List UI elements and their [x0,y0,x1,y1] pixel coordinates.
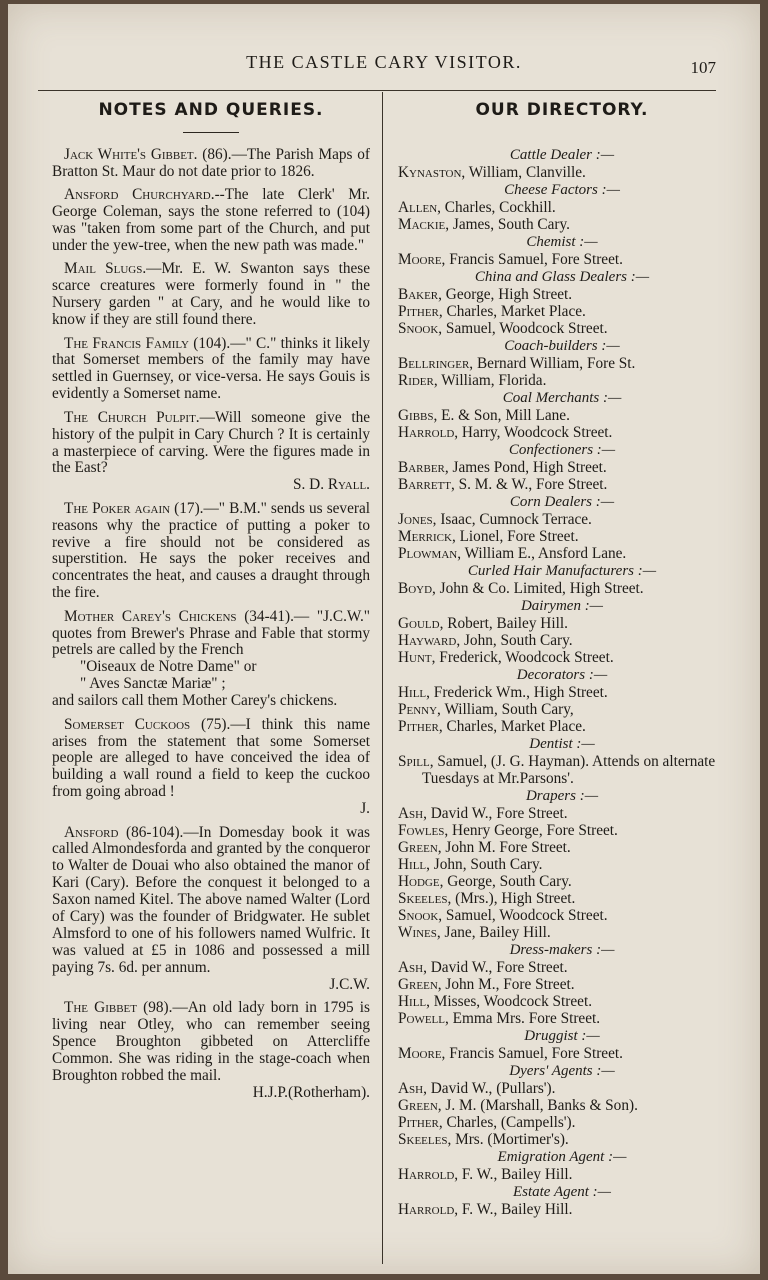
directory-category: Chemist :— [526,234,598,250]
entry-surname: Green, [398,976,442,993]
directory-entry [398,424,726,441]
note-somerset-cuckoos: Somerset Cuckoos (75).—I think this name arises from the statement that some Somerset people are alleged to have conceived the idea of building a wall round a field to keep the cuckoo from going abroad ! J. [52,715,371,818]
directory-entry [398,1131,726,1148]
directory-category: Confectioners :— [508,442,616,458]
directory-category: Druggist :— [524,1028,600,1044]
directory-category: Coal Merchants :— [502,390,622,406]
entry-surname: Barber, [398,459,449,476]
directory-entry [398,286,726,303]
entry-surname: Skeeles, [398,890,452,907]
note-jack-whites-gibbet: Jack White's Gibbet. (86).—The Parish Maps of Bratton St. Maur do not date prior to 1826. [52,146,370,180]
directory-entry [398,805,726,822]
directory-category: Coach-builders :— [504,338,620,354]
entry-details: Henry George, Fore Street. [448,822,618,839]
directory-category: Estate Agent :— [512,1184,612,1200]
note-signature: H.J.P.(Rotherham). [252,1083,370,1101]
note-francis-family: The Francis Family (104).—" C." thinks it likely that Somerset members of the family may have settled in Guernsey, or vice-versa. He says Gouis is evidently a Somerset name. [52,334,370,403]
entry-details: Lionel, Fore Street. [455,528,579,545]
entry-surname: Snook, [398,907,443,924]
directory-entry [398,924,726,941]
directory-entry [398,1080,726,1097]
directory-column [398,96,726,1218]
directory-list [398,147,726,1218]
entry-surname: Merrick, [398,528,456,545]
directory-entry [398,615,726,632]
entry-details: William E., Ansford Lane. [461,545,627,562]
entry-details: Samuel, Woodcock Street. [442,907,608,924]
entry-surname: Fowles, [398,822,449,839]
quote-line: " Aves Sanctæ Mariæ" ; [80,675,226,693]
directory-entry [398,684,726,701]
entry-details: Samuel, Woodcock Street. [442,320,608,337]
entry-details: Samuel, (J. G. Hayman). Attends on alternate Tuesdays at Mr.Parsons'. [422,753,716,787]
directory-category: Dentist :— [529,736,595,752]
entry-surname: Allen, [398,199,441,216]
column-divider [382,92,383,1264]
directory-entry [398,701,726,718]
entry-details: Charles, Market Place. [442,718,586,735]
entry-details: Mrs. (Mortimer's). [451,1131,569,1148]
entry-surname: Hunt, [398,649,436,666]
directory-entry [398,580,726,597]
entry-surname: Hodge, [398,873,444,890]
directory-category: China and Glass Dealers :— [474,269,650,285]
entry-surname: Harrold, [398,424,459,441]
entry-details: Isaac, Cumnock Terrace. [436,511,592,528]
entry-details: William, Clanville. [465,164,586,181]
entry-surname: Hill, [398,993,430,1010]
entry-details: S. M. & W., Fore Street. [454,476,608,493]
entry-surname: Hayward, [398,632,461,649]
entry-surname: Snook, [398,320,443,337]
entry-details: George, High Street. [441,286,573,303]
note-mother-careys-chickens: Mother Carey's Chickens (34-41).— "J.C.W." quotes from Brewer's Phrase and Fable that stormy petrels are called by the French "Oiseaux de Notre Dame" or " Aves Sanctæ Mariæ" ; and sailors call them Mother Carey's chickens. [52,607,371,710]
directory-entry [398,1097,726,1114]
directory-entry [398,355,726,372]
entry-details: George, South Cary. [443,873,572,890]
note-poker-again: The Poker again (17).—" B.M." sends us several reasons why the practice of putting a poker to revive a fire should not be considered as superstition. He says the poker receives and concentrates the heat, and causes a draught through the fire. [52,499,371,602]
directory-entry [398,632,726,649]
directory-entry [398,528,726,545]
entry-details: Emma Mrs. Fore Street. [448,1010,601,1027]
page-number: 107 [690,58,716,77]
directory-entry [398,1166,726,1183]
note-ansford-churchyard: Ansford Churchyard.--The late Clerk' Mr. George Coleman, says the stone referred to (104) was "taken from some part of the Church, and put under the yew-tree, when the new path was made." [52,186,370,255]
note-tail: and sailors call them Mother Carey's chickens. [52,692,338,710]
entry-details: Frederick Wm., High Street. [429,684,608,701]
note-signature: S. D. Ryall. [293,476,370,494]
entry-details: Francis Samuel, Fore Street. [445,251,623,268]
directory-category: Corn Dealers :— [509,494,615,510]
entry-surname: Penny, [398,701,441,718]
entry-details: David W., (Pullars'). [426,1080,556,1097]
section-title-directory: OUR DIRECTORY. [475,100,649,120]
directory-entry [398,959,726,976]
directory-entry [398,873,726,890]
entry-surname: Wines, [398,924,441,941]
entry-surname: Spill, [398,753,434,770]
entry-details: Jane, Bailey Hill. [440,924,551,941]
entry-surname: Boyd, [398,580,436,597]
running-title: THE CASTLE CARY VISITOR. [246,52,522,72]
entry-surname: Bellringer, [398,355,474,372]
entry-details: James Pond, High Street. [448,459,607,476]
entry-surname: Harrold, [398,1166,459,1183]
entry-surname: Jones, [398,511,437,528]
entry-surname: Green, [398,1097,442,1114]
directory-entry [398,822,726,839]
entry-details: Francis Samuel, Fore Street. [445,1045,623,1062]
entry-surname: Mackie, [398,216,450,233]
directory-entry [398,976,726,993]
directory-category: Dairymen :— [520,598,604,614]
note-signature: J. [360,800,370,818]
page-header [8,52,760,82]
entry-details: William, South Cary, [440,701,574,718]
page [8,4,760,1274]
entry-surname: Gould, [398,615,444,632]
entry-details: John M. Fore Street. [441,839,571,856]
notes-and-queries-column [52,96,370,1108]
directory-entry [398,164,726,181]
directory-entry [398,890,726,907]
directory-entry [398,856,726,873]
directory-entry [398,649,726,666]
note-the-gibbet: The Gibbet (98).—An old lady born in 1795 is living near Otley, who can remember seeing Spence Broughton gibbeted on Attercliffe Common. She was riding in the stage-coach when Broughton robbed the mail. H.J.P.(Rotherham). [52,999,370,1101]
entry-surname: Gibbs, [398,407,438,424]
directory-entry [398,476,726,493]
entry-surname: Pither, [398,1114,443,1131]
entry-details: John M., Fore Street. [441,976,575,993]
directory-entry [398,1201,726,1218]
entry-details: James, South Cary. [449,216,570,233]
directory-category: Drapers :— [525,788,599,804]
entry-details: Charles, Cockhill. [440,199,556,216]
entry-details: Bernard William, Fore St. [473,355,636,372]
directory-entry [398,407,726,424]
directory-entry [398,511,726,528]
entry-surname: Green, [398,839,442,856]
entry-surname: Skeeles, [398,1131,452,1148]
entry-surname: Hill, [398,684,430,701]
entry-details: Misses, Woodcock Street. [429,993,593,1010]
entry-surname: Powell, [398,1010,449,1027]
directory-entry [398,839,726,856]
directory-entry [398,372,726,389]
quote-line: "Oiseaux de Notre Dame" or [80,658,257,676]
entry-details: Charles, Market Place. [442,303,586,320]
entry-details: (Mrs.), High Street. [451,890,576,907]
entry-details: John & Co. Limited, High Street. [435,580,644,597]
entry-details: Charles, (Campells'). [442,1114,576,1131]
directory-category: Dyers' Agents :— [509,1063,615,1079]
directory-entry [398,303,726,320]
directory-category: Cattle Dealer :— [509,147,615,163]
note-ansford: Ansford (86-104).—In Domesday book it was called Almondesforda and granted by the conqueror to Walter de Douai who also obtained the manor of Kari (Cary). Before the conquest it belonged to a Saxon named Kitel. The above named Walter (Lord of Cary) was the founder of Bridgwater. He sublet Almsford to one of his followers named Wulfric. It was valued at £5 in 1086 and possessed a mill paying 7s. 6d. per annum. J.C.W. [52,823,370,993]
header-rule [38,90,716,91]
entry-details: Harry, Woodcock Street. [458,424,613,441]
directory-entry [398,718,726,735]
entry-surname: Ash, [398,959,427,976]
entry-surname: Kynaston, [398,164,466,181]
entry-surname: Harrold, [398,1201,459,1218]
directory-entry [398,320,726,337]
entry-surname: Baker, [398,286,442,303]
directory-entry [398,1114,726,1131]
directory-entry [398,199,726,216]
directory-entry [398,251,726,268]
section-title-notes: NOTES AND QUERIES. [98,100,324,120]
directory-entry [398,459,726,476]
entry-details: David W., Fore Street. [426,959,568,976]
directory-category: Emigration Agent :— [497,1149,627,1165]
entry-surname: Pither, [398,718,443,735]
directory-category: Cheese Factors :— [504,182,620,198]
directory-entry [398,1045,726,1062]
entry-details: Robert, Bailey Hill. [443,615,568,632]
entry-details: F. W., Bailey Hill. [458,1201,573,1218]
entry-surname: Hill, [398,856,430,873]
directory-category: Curled Hair Manufacturers :— [467,563,657,579]
entry-surname: Moore, [398,1045,446,1062]
entry-details: William, Florida. [437,372,547,389]
note-signature: J.C.W. [329,975,370,993]
directory-category: Decorators :— [516,667,608,683]
directory-entry [398,753,726,787]
directory-entry [398,1010,726,1027]
note-church-pulpit: The Church Pulpit.—Will someone give the history of the pulpit in Cary Church ? It is certainly a masterpiece of carving. Were the figures made in the East? S. D. Ryall. [52,408,371,494]
directory-entry [398,993,726,1010]
entry-surname: Ash, [398,1080,427,1097]
entry-surname: Barrett, [398,476,455,493]
entry-surname: Pither, [398,303,443,320]
title-rule [183,132,239,133]
note-mail-slugs: Mail Slugs.—Mr. E. W. Swanton says these scarce creatures were formerly found in " the Nursery garden " at Cary, and he would like to know if they are still found there. [52,260,371,329]
entry-surname: Plowman, [398,545,462,562]
entry-details: E. & Son, Mill Lane. [437,407,570,424]
entry-surname: Rider, [398,372,438,389]
directory-category: Dress-makers :— [509,942,615,958]
entry-details: John, South Cary. [429,856,543,873]
entry-surname: Ash, [398,805,427,822]
entry-details: David W., Fore Street. [426,805,568,822]
directory-entry [398,545,726,562]
entry-details: F. W., Bailey Hill. [458,1166,573,1183]
entry-surname: Moore, [398,251,446,268]
entry-details: Frederick, Woodcock Street. [435,649,614,666]
directory-entry [398,216,726,233]
entry-details: J. M. (Marshall, Banks & Son). [441,1097,638,1114]
entry-details: John, South Cary. [460,632,573,649]
directory-entry [398,907,726,924]
